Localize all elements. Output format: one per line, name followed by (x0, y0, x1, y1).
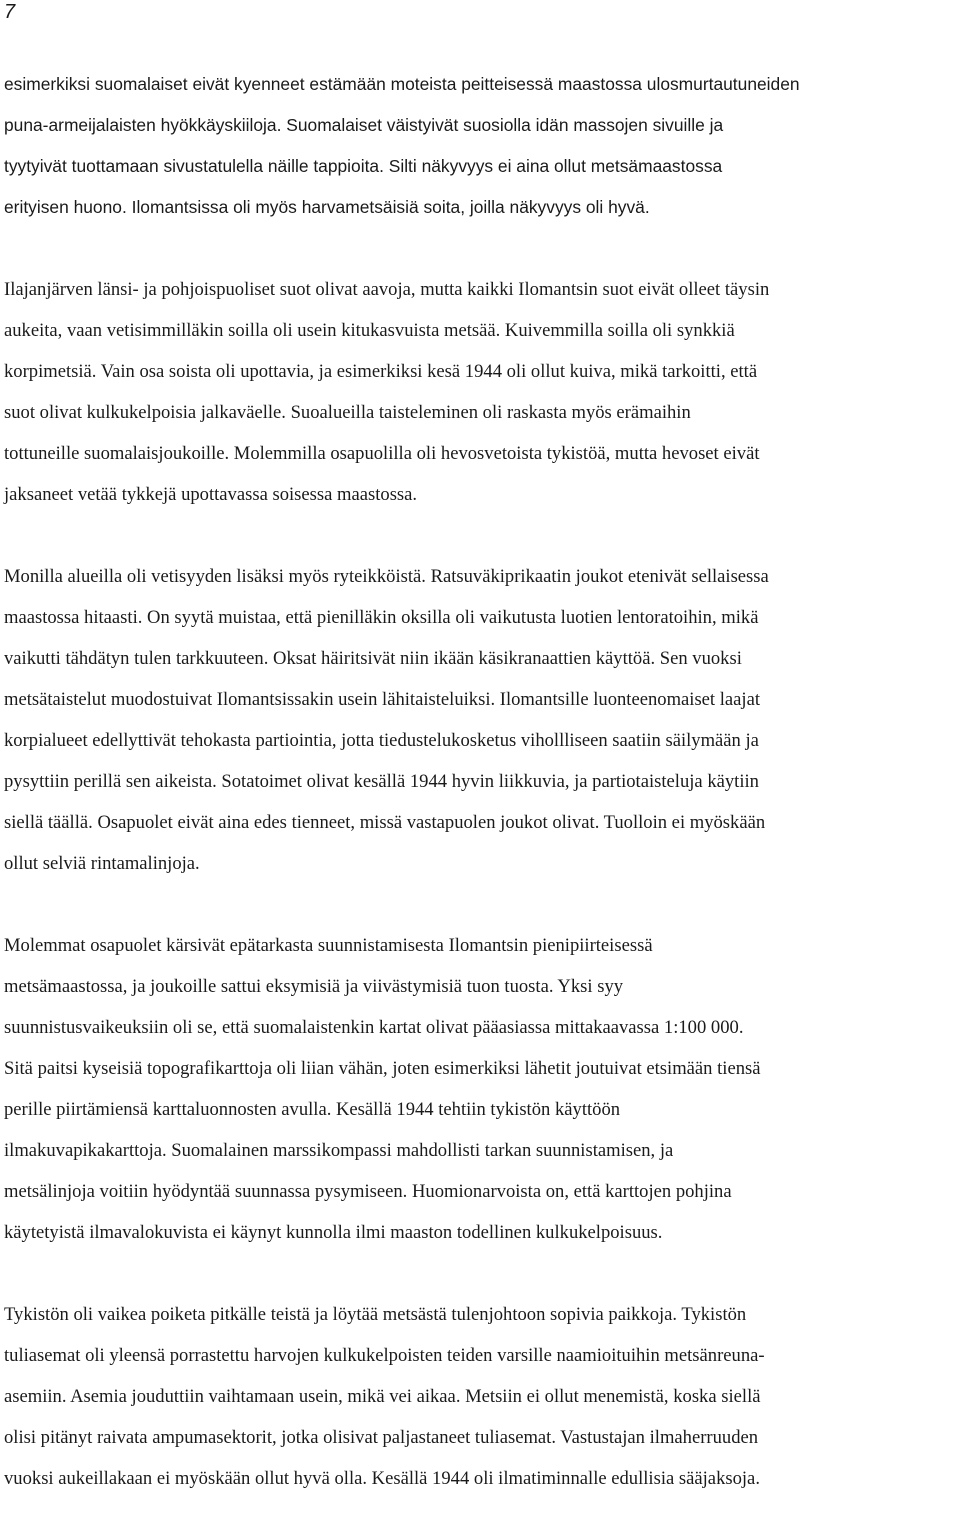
text-line: vaikutti tähdätyn tulen tarkkuuteen. Oksat häiritsivät niin ikään käsikranaattien käyttöä. Sen vuoksi (4, 648, 742, 669)
text-line: maastossa hitaasti. On syytä muistaa, että pienilläkin oksilla oli vaikutusta luotien lentoratoihin, mikä (4, 607, 759, 628)
text-line: esimerkiksi suomalaiset eivät kyenneet estämään moteista peitteisessä maastossa ulosmurtautuneiden (4, 74, 800, 94)
text-line: Ilajanjärven länsi- ja pohjoispuoliset suot olivat aavoja, mutta kaikki Ilomantsin suot eivät olleet täysin (4, 279, 770, 300)
text-line: metsälinjoja voitiin hyödyntää suunnassa pysymiseen. Huomionarvoista on, että karttojen pohjina (4, 1181, 732, 1202)
text-line: tuliasemat oli yleensä porrastettu harvojen kulkukelpoisten teiden varsille naamioituihin metsänreuna- (4, 1345, 765, 1366)
paragraph (4, 1294, 960, 1499)
text-line: Sitä paitsi kyseisiä topografikarttoja oli liian vähän, joten esimerkiksi lähetit joutuivat etsimään tiensä (4, 1058, 761, 1079)
paragraph (4, 269, 960, 515)
paragraph (4, 925, 960, 1253)
text-line: suot olivat kulkukelpoisia jalkaväelle. Suoalueilla taisteleminen oli raskasta myös erämaihin (4, 402, 691, 423)
page-number: 7 (4, 1, 16, 23)
text-line: jaksaneet vetää tykkejä upottavassa soisessa maastossa. (4, 484, 418, 505)
text-line: käytetyistä ilmavalokuvista ei käynyt kunnolla ilmi maaston todellinen kulkukelpoisuus. (4, 1222, 663, 1243)
text-line: asemiin. Asemia jouduttiin vaihtamaan usein, mikä vei aikaa. Metsiin ei ollut menemistä, koska siellä (4, 1386, 761, 1407)
text-line: perille piirtämiensä karttaluonnosten avulla. Kesällä 1944 tehtiin tykistön käyttöön (4, 1099, 621, 1120)
text-line: tottuneille suomalaisjoukoille. Molemmilla osapuolilla oli hevosvetoista tykistöä, mutta hevoset eivät (4, 443, 760, 464)
text-line: ollut selviä rintamalinjoja. (4, 853, 200, 874)
text-line: aukeita, vaan vetisimmilläkin soilla oli usein kitukasvuista metsää. Kuivemmilla soilla oli synkkiä (4, 320, 735, 341)
text-line: tyytyivät tuottamaan sivustatulella näille tappioita. Silti näkyvyys ei aina ollut metsämaastossa (4, 156, 723, 176)
text-line: erityisen huono. Ilomantsissa oli myös harvametsäisiä soita, joilla näkyvyys oli hyvä. (4, 197, 650, 217)
text-line: suunnistusvaikeuksiin oli se, että suomalaistenkin kartat olivat pääasiassa mittakaavassa 1:100 000. (4, 1017, 744, 1038)
text-line: korpimetsiä. Vain osa soista oli upottavia, ja esimerkiksi kesä 1944 oli ollut kuiva, mikä tarkoitti, että (4, 361, 758, 382)
text-line: siellä täällä. Osapuolet eivät aina edes tienneet, missä vastapuolen joukot olivat. Tuolloin ei myöskään (4, 812, 766, 833)
text-line: olisi pitänyt raivata ampumasektorit, jotka olisivat paljastaneet tuliasemat. Vastustajan ilmaherruuden (4, 1427, 759, 1448)
text-line: ilmakuvapikakarttoja. Suomalainen marssikompassi mahdollisti tarkan suunnistamisen, ja (4, 1140, 674, 1161)
text-line: Molemmat osapuolet kärsivät epätarkasta suunnistamisesta Ilomantsin pienipiirteisessä (4, 935, 653, 956)
document-body (4, 64, 960, 1540)
text-line: puna-armeijalaisten hyökkäyskiiloja. Suomalaiset väistyivät suosiolla idän massojen sivuille ja (4, 115, 724, 135)
text-line: Monilla alueilla oli vetisyyden lisäksi myös ryteikköistä. Ratsuväkiprikaatin joukot etenivät sellaisessa (4, 566, 769, 587)
paragraph (4, 64, 960, 228)
text-line: metsämaastossa, ja joukoille sattui eksymisiä ja viivästymisiä tuon tuosta. Yksi syy (4, 976, 624, 997)
text-line: Tykistön oli vaikea poiketa pitkälle teistä ja löytää metsästä tulenjohtoon sopivia paikkoja. Tykistön (4, 1304, 747, 1325)
text-line: korpialueet edellyttivät tehokasta partiointia, jotta tiedustelukosketus vihollliseen saatiin säilymään ja (4, 730, 759, 751)
paragraph (4, 556, 960, 884)
text-line: metsätaistelut muodostuivat Ilomantsissakin usein lähitaisteluiksi. Ilomantsille luonteenomaiset laajat (4, 689, 761, 710)
text-line: pysyttiin perillä sen aikeista. Sotatoimet olivat kesällä 1944 hyvin liikkuvia, ja partiotaisteluja käytiin (4, 771, 759, 792)
text-line: vuoksi aukeillakaan ei myöskään ollut hyvä olla. Kesällä 1944 oli ilmatiminnalle edullisia sääjaksoja. (4, 1468, 760, 1489)
